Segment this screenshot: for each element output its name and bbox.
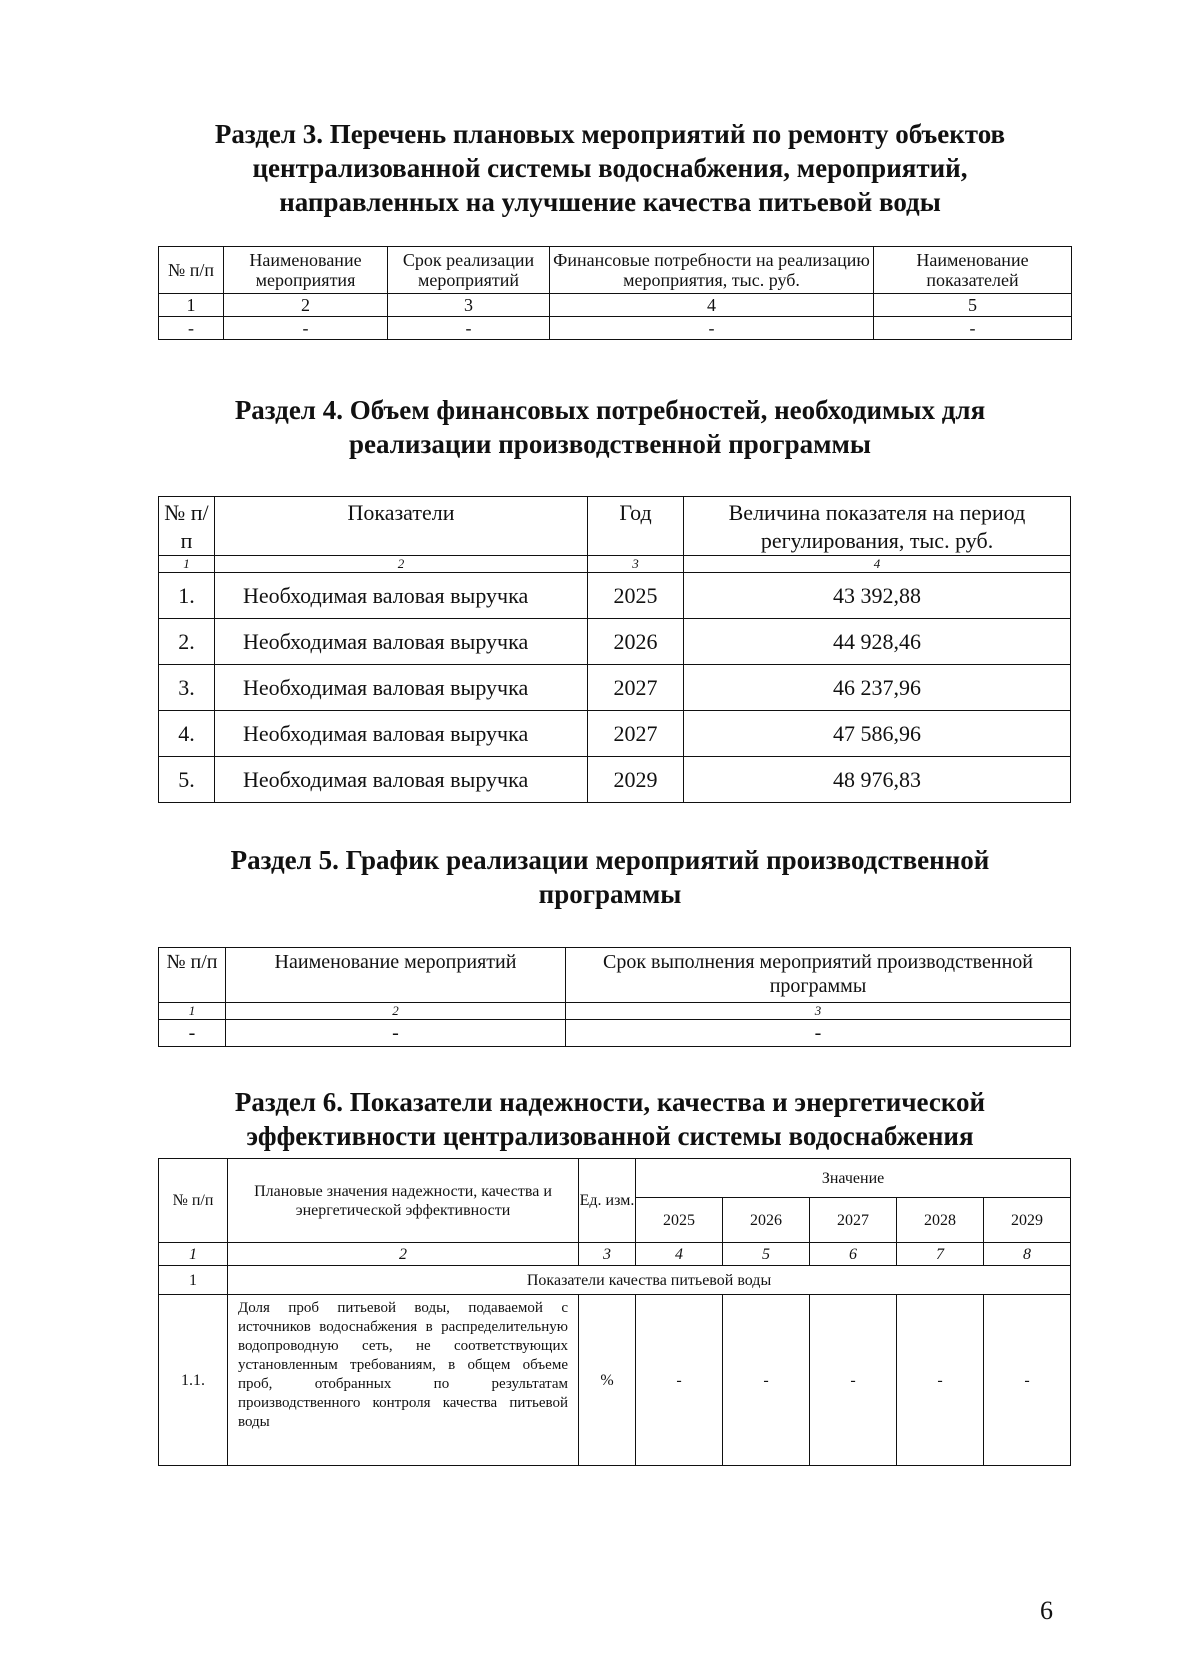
column-number: 3 xyxy=(579,1243,636,1266)
row-indicator: Необходимая валовая выручка xyxy=(215,711,588,757)
section-3-title xyxy=(150,117,1070,219)
table-row xyxy=(159,711,1071,757)
header-year: 2026 xyxy=(723,1198,810,1243)
section-3-table xyxy=(158,246,1072,340)
header-indicators: Показатели xyxy=(215,497,588,556)
header-number: № п/п xyxy=(159,497,215,556)
section-4-title xyxy=(150,393,1070,461)
header-term: Срок выполнения мероприятий производственной программы xyxy=(566,948,1071,1003)
column-number: 5 xyxy=(874,294,1072,317)
header-year: 2028 xyxy=(897,1198,984,1243)
header-number: № п/п xyxy=(159,1159,228,1243)
title-line: реализации производственной программы xyxy=(349,429,871,459)
row-value: 46 237,96 xyxy=(684,665,1071,711)
row-indicator: Необходимая валовая выручка xyxy=(215,573,588,619)
row-year: 2027 xyxy=(588,665,684,711)
row-value: - xyxy=(897,1295,984,1466)
column-number: 2 xyxy=(228,1243,579,1266)
row-number: 4. xyxy=(159,711,215,757)
title-line: Раздел 6. Показатели надежности, качества и энергетической xyxy=(234,1087,986,1117)
column-number: 3 xyxy=(566,1003,1071,1020)
row-unit: % xyxy=(579,1295,636,1466)
table-cell: - xyxy=(159,1020,226,1047)
table-row xyxy=(159,757,1071,803)
title-line: Раздел 5. График реализации мероприятий производственной xyxy=(230,845,990,875)
row-value: 44 928,46 xyxy=(684,619,1071,665)
column-number: 3 xyxy=(588,556,684,573)
column-number: 1 xyxy=(159,1003,226,1020)
section-4-table xyxy=(158,496,1071,803)
row-year: 2027 xyxy=(588,711,684,757)
table-cell: - xyxy=(159,317,224,340)
column-number: 3 xyxy=(388,294,550,317)
row-indicator: Необходимая валовая выручка xyxy=(215,665,588,711)
table-cell: - xyxy=(224,317,388,340)
title-line: Раздел 4. Объем финансовых потребностей, необходимых для xyxy=(234,395,986,425)
column-number: 2 xyxy=(215,556,588,573)
row-number: 1.1. xyxy=(159,1295,228,1466)
row-year: 2026 xyxy=(588,619,684,665)
table-cell: - xyxy=(874,317,1072,340)
column-number: 8 xyxy=(984,1243,1071,1266)
column-number: 1 xyxy=(159,294,224,317)
row-value: 48 976,83 xyxy=(684,757,1071,803)
header-unit: Ед. изм. xyxy=(579,1159,636,1243)
column-number: 2 xyxy=(226,1003,566,1020)
row-year: 2029 xyxy=(588,757,684,803)
row-number: 2. xyxy=(159,619,215,665)
header-year: 2029 xyxy=(984,1198,1071,1243)
header-value: Величина показателя на период регулирования, тыс. руб. xyxy=(684,497,1071,556)
column-number: 1 xyxy=(159,1243,228,1266)
row-indicator: Доля проб питьевой воды, подаваемой с источников водоснабжения в распределительную водопроводную сеть, не соответствующих установленным требованиям, в общем объеме проб, отобранных по результатам производственного контроля качества питьевой воды xyxy=(228,1295,579,1466)
column-number: 4 xyxy=(636,1243,723,1266)
row-indicator: Необходимая валовая выручка xyxy=(215,757,588,803)
title-line: эффективности централизованной системы водоснабжения xyxy=(246,1121,974,1151)
table-row xyxy=(159,1020,1071,1047)
header-value: Значение xyxy=(636,1159,1071,1198)
page-number: 6 xyxy=(1040,1596,1053,1625)
header-financial-needs: Финансовые потребности на реализацию мероприятия, тыс. руб. xyxy=(550,247,874,294)
title-line: централизованной системы водоснабжения, мероприятий, xyxy=(252,153,968,183)
title-line: направленных на улучшение качества питьевой воды xyxy=(279,187,941,217)
section-6-title xyxy=(150,1085,1070,1153)
section-6-table xyxy=(158,1158,1071,1466)
column-number: 4 xyxy=(684,556,1071,573)
table-cell: - xyxy=(550,317,874,340)
row-value: - xyxy=(723,1295,810,1466)
row-value: - xyxy=(984,1295,1071,1466)
row-number: 5. xyxy=(159,757,215,803)
group-label: Показатели качества питьевой воды xyxy=(228,1266,1071,1295)
row-value: 47 586,96 xyxy=(684,711,1071,757)
table-cell: - xyxy=(388,317,550,340)
row-value: 43 392,88 xyxy=(684,573,1071,619)
header-year: 2027 xyxy=(810,1198,897,1243)
column-number: 1 xyxy=(159,556,215,573)
column-number: 4 xyxy=(550,294,874,317)
table-row xyxy=(159,1295,1071,1466)
row-indicator: Необходимая валовая выручка xyxy=(215,619,588,665)
table-row xyxy=(159,665,1071,711)
header-event-name: Наименование мероприятия xyxy=(224,247,388,294)
column-number: 2 xyxy=(224,294,388,317)
title-line: Раздел 3. Перечень плановых мероприятий по ремонту объектов xyxy=(214,119,1006,149)
column-number: 6 xyxy=(810,1243,897,1266)
row-number: 1. xyxy=(159,573,215,619)
column-number: 5 xyxy=(723,1243,810,1266)
group-row xyxy=(159,1266,1071,1295)
header-event-name: Наименование мероприятий xyxy=(226,948,566,1003)
title-line: программы xyxy=(538,879,682,909)
row-number: 3. xyxy=(159,665,215,711)
header-year: 2025 xyxy=(636,1198,723,1243)
table-row xyxy=(159,573,1071,619)
group-number: 1 xyxy=(159,1266,228,1295)
row-value: - xyxy=(810,1295,897,1466)
section-5-table xyxy=(158,947,1071,1047)
header-term: Срок реализации мероприятий xyxy=(388,247,550,294)
column-number: 7 xyxy=(897,1243,984,1266)
table-cell: - xyxy=(566,1020,1071,1047)
table-row xyxy=(159,619,1071,665)
table-row xyxy=(159,317,1072,340)
row-year: 2025 xyxy=(588,573,684,619)
header-number: № п/п xyxy=(159,948,226,1003)
section-5-title xyxy=(150,843,1070,911)
header-indicators: Наименование показателей xyxy=(874,247,1072,294)
header-year: Год xyxy=(588,497,684,556)
table-cell: - xyxy=(226,1020,566,1047)
header-number: № п/п xyxy=(159,247,224,294)
row-value: - xyxy=(636,1295,723,1466)
header-planned-values: Плановые значения надежности, качества и энергетической эффективности xyxy=(228,1159,579,1243)
